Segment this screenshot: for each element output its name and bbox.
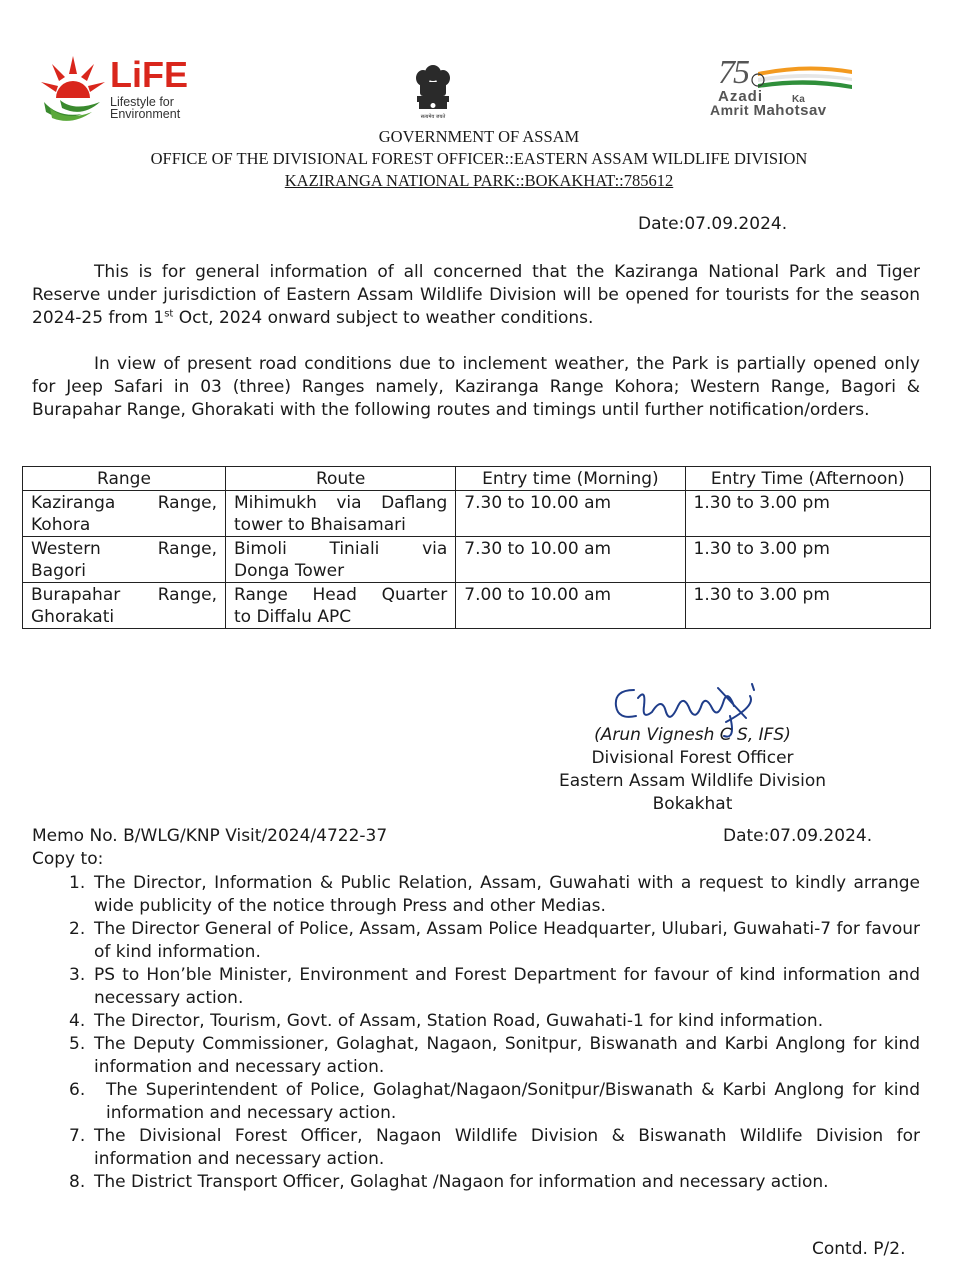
table-row	[23, 537, 931, 583]
aka-seventy-five: 75	[718, 54, 748, 91]
safari-timings-table	[22, 466, 931, 629]
heading-office: OFFICE OF THE DIVISIONAL FOREST OFFICER::EASTERN ASSAM WILDLIFE DIVISION	[150, 149, 808, 168]
cell-range: Kaziranga Range, Kohora	[23, 491, 226, 537]
notice-date: Date:07.09.2024.	[638, 214, 788, 234]
cell-route: Range Head Quarter to Diffalu APC	[226, 583, 456, 629]
azadi-ka-amrit-mahotsav-logo	[706, 54, 896, 124]
memo-number: Memo No. B/WLG/KNP Visit/2024/4722-37	[32, 826, 388, 846]
life-logo	[38, 52, 198, 124]
life-tagline: Lifestyle for Environment	[110, 95, 181, 121]
col-header-range: Range	[23, 467, 226, 491]
list-item: 6. The Superintendent of Police, Golaghat/Nagaon/Sonitpur/Biswanath & Karbi Anglong for kind information and necessary action.	[69, 1080, 920, 1123]
copy-to-label: Copy to:	[32, 849, 104, 869]
cell-afternoon: 1.30 to 3.00 pm	[685, 537, 930, 583]
cell-morning: 7.30 to 10.00 am	[456, 537, 685, 583]
paragraph-road-conditions: In view of present road conditions due to inclement weather, the Park is partially opened only for Jeep Safari in 03 (three) Ranges namely, Kaziranga Range Kohora; Western Range, Bagori & Burapahar Range, Ghorakati with the following routes and timings until further notification/orders.	[32, 354, 920, 420]
life-wordmark: LiFE	[110, 54, 188, 95]
lion-capital-icon	[412, 64, 454, 114]
list-item: 5. The Deputy Commissioner, Golaghat, Nagaon, Sonitpur, Biswanath and Karbi Anglong for kind information and necessary action.	[69, 1034, 920, 1077]
list-item: 7. The Divisional Forest Officer, Nagaon Wildlife Division & Biswanath Wildlife Division for information and necessary action.	[69, 1126, 920, 1169]
office-heading	[0, 126, 958, 192]
signatory-place: Bokakhat	[652, 794, 733, 814]
cell-route: Bimoli Tiniali via Donga Tower	[226, 537, 456, 583]
cell-morning: 7.00 to 10.00 am	[456, 583, 685, 629]
cell-morning: 7.30 to 10.00 am	[456, 491, 685, 537]
aka-amrit-mahotsav: Amrit Mahotsav	[710, 102, 827, 119]
col-header-route: Route	[226, 467, 456, 491]
cell-range: Western Range, Bagori	[23, 537, 226, 583]
cell-range: Burapahar Range, Ghorakati	[23, 583, 226, 629]
list-item: 1. The Director, Information & Public Relation, Assam, Guwahati with a request to kindly arrange wide publicity of the notice through Press and other Medias.	[69, 873, 920, 916]
heading-government: GOVERNMENT OF ASSAM	[378, 127, 580, 146]
signatory-designation: Divisional Forest Officer	[591, 748, 794, 768]
cell-route: Mihimukh via Daflang tower to Bhaisamari	[226, 491, 456, 537]
list-item: 3. PS to Hon’ble Minister, Environment and Forest Department for favour of kind information and necessary action.	[69, 965, 920, 1008]
paragraph-opening-notice: This is for general information of all concerned that the Kaziranga National Park and Tiger Reserve under jurisdiction of Eastern Assam Wildlife Division will be opened for tourists for the season 2024-25 from 1st Oct, 2024 onward subject to weather conditions.	[32, 262, 920, 328]
table-row	[23, 583, 931, 629]
signatory-name: (Arun Vignesh C S, IFS)	[594, 725, 791, 745]
list-item: 2. The Director General of Police, Assam, Assam Police Headquarter, Ulubari, Guwahati-7 for favour of kind information.	[69, 919, 920, 962]
list-item: 4. The Director, Tourism, Govt. of Assam, Station Road, Guwahati-1 for kind information.	[69, 1011, 824, 1031]
memo-date: Date:07.09.2024.	[723, 826, 873, 846]
copy-recipients-list	[32, 872, 920, 1194]
heading-address: KAZIRANGA NATIONAL PARK::BOKAKHAT::785612	[284, 171, 674, 190]
continued-marker: Contd. P/2.	[812, 1239, 906, 1259]
aka-ka: Ka	[792, 94, 805, 105]
signatory-division: Eastern Assam Wildlife Division	[558, 771, 827, 791]
emblem-motto: सत्यमेव जयते	[420, 114, 446, 120]
life-sun-icon	[38, 52, 108, 124]
state-emblem	[412, 64, 454, 126]
list-item: 8. The District Transport Officer, Golaghat /Nagaon for information and necessary action.	[69, 1172, 829, 1192]
table-header-row	[23, 467, 931, 491]
col-header-afternoon: Entry Time (Afternoon)	[685, 467, 930, 491]
cell-afternoon: 1.30 to 3.00 pm	[685, 491, 930, 537]
signatory-block	[520, 724, 865, 816]
cell-afternoon: 1.30 to 3.00 pm	[685, 583, 930, 629]
aka-azadi: Azadi	[718, 88, 764, 105]
col-header-morning: Entry time (Morning)	[456, 467, 685, 491]
table-row	[23, 491, 931, 537]
